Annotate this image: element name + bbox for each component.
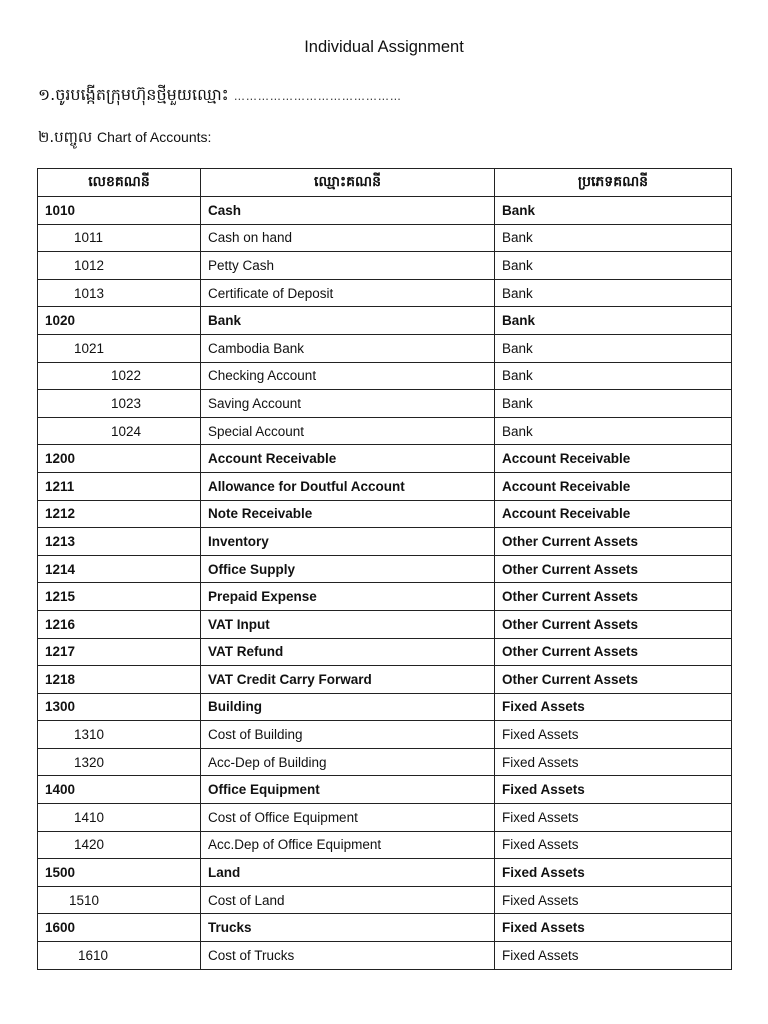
account-type-cell: Bank xyxy=(495,334,732,362)
account-name-cell: Trucks xyxy=(201,914,495,942)
account-number-cell: 1011 xyxy=(38,224,201,252)
table-row xyxy=(38,417,732,445)
account-name-cell: Petty Cash xyxy=(201,252,495,280)
account-name-cell: Building xyxy=(201,693,495,721)
table-row xyxy=(38,610,732,638)
account-number-cell: 1211 xyxy=(38,472,201,500)
account-type-cell: Fixed Assets xyxy=(495,942,732,970)
account-name-cell: Bank xyxy=(201,307,495,335)
account-number-cell: 1420 xyxy=(38,831,201,859)
account-name-cell: Cost of Trucks xyxy=(201,942,495,970)
account-number-cell: 1022 xyxy=(38,362,201,390)
account-number-cell: 1012 xyxy=(38,252,201,280)
account-type-cell: Fixed Assets xyxy=(495,748,732,776)
account-number-cell: 1217 xyxy=(38,638,201,666)
table-row xyxy=(38,279,732,307)
name-blank-line: …………………………………… xyxy=(233,90,402,103)
account-number-cell: 1510 xyxy=(38,886,201,914)
table-row xyxy=(38,555,732,583)
account-type-cell: Account Receivable xyxy=(495,472,732,500)
account-type-cell: Other Current Assets xyxy=(495,583,732,611)
table-row xyxy=(38,914,732,942)
account-type-cell: Other Current Assets xyxy=(495,555,732,583)
account-name-cell: VAT Refund xyxy=(201,638,495,666)
account-name-cell: Cost of Office Equipment xyxy=(201,804,495,832)
table-row xyxy=(38,252,732,280)
account-type-cell: Fixed Assets xyxy=(495,831,732,859)
instruction-2-prefix: ២.បញ្ចូល xyxy=(38,128,93,146)
account-name-cell: Special Account xyxy=(201,417,495,445)
table-row xyxy=(38,224,732,252)
account-type-cell: Bank xyxy=(495,197,732,225)
account-number-cell: 1218 xyxy=(38,666,201,694)
account-type-cell: Bank xyxy=(495,224,732,252)
account-number-cell: 1400 xyxy=(38,776,201,804)
account-type-cell: Account Receivable xyxy=(495,500,732,528)
account-name-cell: Certificate of Deposit xyxy=(201,279,495,307)
account-name-cell: VAT Input xyxy=(201,610,495,638)
account-type-cell: Bank xyxy=(495,390,732,418)
account-type-cell: Account Receivable xyxy=(495,445,732,473)
account-number-cell: 1216 xyxy=(38,610,201,638)
table-row xyxy=(38,859,732,887)
table-row xyxy=(38,886,732,914)
account-name-cell: Office Equipment xyxy=(201,776,495,804)
account-type-cell: Bank xyxy=(495,252,732,280)
account-number-cell: 1013 xyxy=(38,279,201,307)
account-number-cell: 1215 xyxy=(38,583,201,611)
table-row xyxy=(38,666,732,694)
account-number-cell: 1410 xyxy=(38,804,201,832)
account-type-cell: Other Current Assets xyxy=(495,666,732,694)
account-number-cell: 1500 xyxy=(38,859,201,887)
table-header-row xyxy=(38,169,732,197)
account-type-cell: Fixed Assets xyxy=(495,886,732,914)
table-row xyxy=(38,942,732,970)
table-row xyxy=(38,693,732,721)
table-row xyxy=(38,748,732,776)
account-number-cell: 1320 xyxy=(38,748,201,776)
table-row xyxy=(38,445,732,473)
account-type-cell: Fixed Assets xyxy=(495,693,732,721)
header-account-name: ឈ្មោះគណនី xyxy=(201,169,495,197)
account-number-cell: 1300 xyxy=(38,693,201,721)
table-row xyxy=(38,831,732,859)
account-number-cell: 1310 xyxy=(38,721,201,749)
table-row xyxy=(38,334,732,362)
table-row xyxy=(38,804,732,832)
table-row xyxy=(38,776,732,804)
instruction-1-text: ១.ចូរបង្កើតក្រុមហ៊ុនថ្មីមួយឈ្មោះ xyxy=(38,85,229,104)
account-name-cell: Cost of Building xyxy=(201,721,495,749)
table-row xyxy=(38,472,732,500)
instruction-enter-accounts xyxy=(38,128,211,150)
account-name-cell: Acc-Dep of Building xyxy=(201,748,495,776)
header-account-type: ប្រភេទគណនី xyxy=(495,169,732,197)
account-type-cell: Fixed Assets xyxy=(495,859,732,887)
account-type-cell: Bank xyxy=(495,279,732,307)
account-number-cell: 1200 xyxy=(38,445,201,473)
account-number-cell: 1600 xyxy=(38,914,201,942)
account-number-cell: 1020 xyxy=(38,307,201,335)
account-number-cell: 1021 xyxy=(38,334,201,362)
account-name-cell: Cash xyxy=(201,197,495,225)
account-number-cell: 1214 xyxy=(38,555,201,583)
account-name-cell: Prepaid Expense xyxy=(201,583,495,611)
table-row xyxy=(38,583,732,611)
account-type-cell: Other Current Assets xyxy=(495,638,732,666)
account-name-cell: VAT Credit Carry Forward xyxy=(201,666,495,694)
header-account-number: លេខគណនី xyxy=(38,169,201,197)
account-number-cell: 1023 xyxy=(38,390,201,418)
account-type-cell: Other Current Assets xyxy=(495,528,732,556)
table-row xyxy=(38,197,732,225)
account-type-cell: Fixed Assets xyxy=(495,914,732,942)
account-name-cell: Office Supply xyxy=(201,555,495,583)
table-row xyxy=(38,528,732,556)
table-row xyxy=(38,638,732,666)
account-type-cell: Fixed Assets xyxy=(495,721,732,749)
account-number-cell: 1024 xyxy=(38,417,201,445)
account-name-cell: Allowance for Doutful Account xyxy=(201,472,495,500)
account-name-cell: Saving Account xyxy=(201,390,495,418)
instruction-create-company xyxy=(38,84,402,108)
account-type-cell: Other Current Assets xyxy=(495,610,732,638)
account-type-cell: Fixed Assets xyxy=(495,804,732,832)
table-row xyxy=(38,500,732,528)
table-row xyxy=(38,307,732,335)
account-number-cell: 1010 xyxy=(38,197,201,225)
account-name-cell: Cash on hand xyxy=(201,224,495,252)
account-type-cell: Bank xyxy=(495,307,732,335)
account-type-cell: Bank xyxy=(495,362,732,390)
account-number-cell: 1212 xyxy=(38,500,201,528)
account-name-cell: Land xyxy=(201,859,495,887)
account-name-cell: Cost of Land xyxy=(201,886,495,914)
table-row xyxy=(38,721,732,749)
account-name-cell: Cambodia Bank xyxy=(201,334,495,362)
table-row xyxy=(38,362,732,390)
account-name-cell: Inventory xyxy=(201,528,495,556)
account-name-cell: Note Receivable xyxy=(201,500,495,528)
account-name-cell: Checking Account xyxy=(201,362,495,390)
account-name-cell: Account Receivable xyxy=(201,445,495,473)
document-title: Individual Assignment xyxy=(304,38,464,56)
table-row xyxy=(38,390,732,418)
chart-of-accounts-table xyxy=(37,168,732,970)
account-type-cell: Fixed Assets xyxy=(495,776,732,804)
account-type-cell: Bank xyxy=(495,417,732,445)
instruction-2-text: Chart of Accounts: xyxy=(97,129,212,145)
account-number-cell: 1610 xyxy=(38,942,201,970)
account-name-cell: Acc.Dep of Office Equipment xyxy=(201,831,495,859)
account-number-cell: 1213 xyxy=(38,528,201,556)
